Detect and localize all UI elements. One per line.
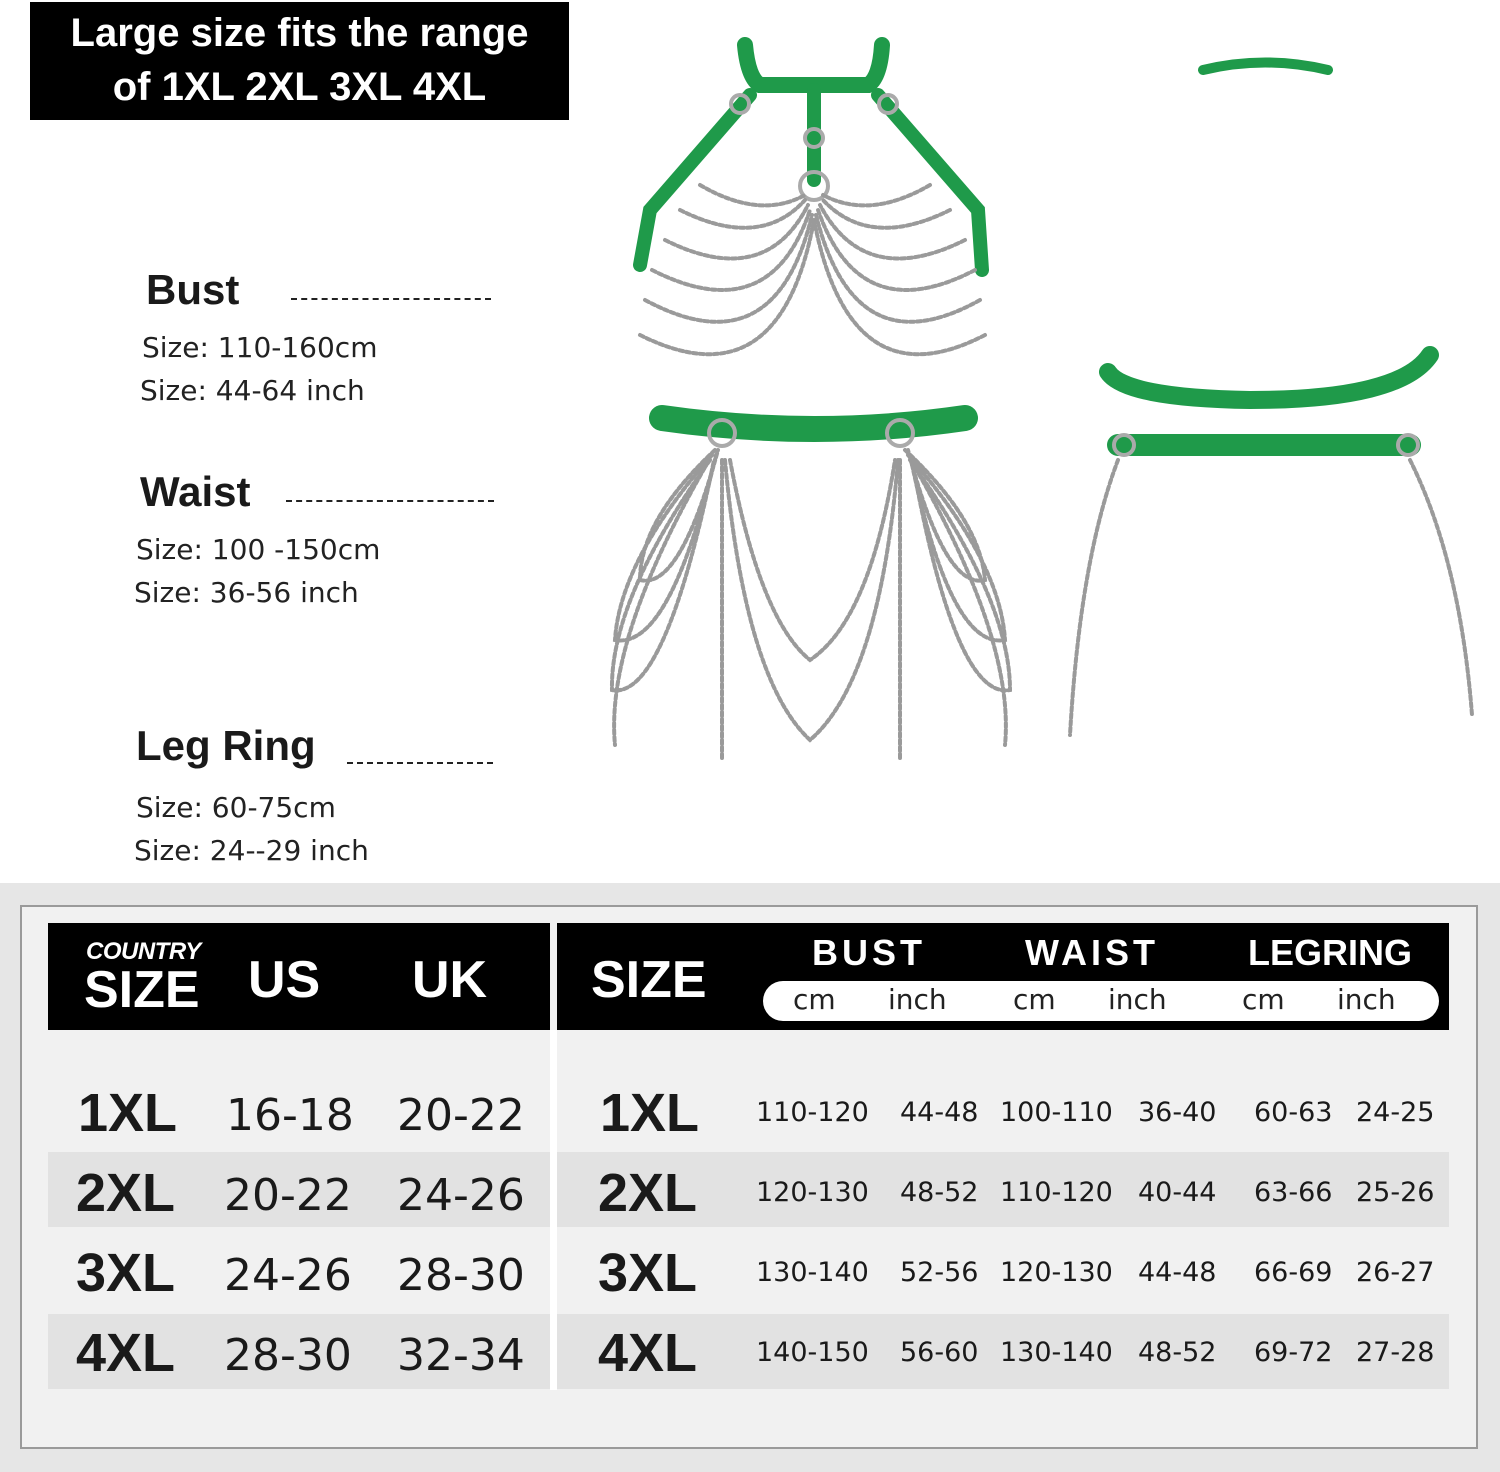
us-header: US <box>248 951 321 1009</box>
size-range-banner <box>30 2 569 120</box>
leg-ring-leader-line <box>347 762 493 764</box>
table-row-leg-cm: 69-72 <box>1254 1337 1333 1368</box>
column-separator <box>550 1030 557 1390</box>
table-row-us: 24-26 <box>224 1250 352 1301</box>
table-row-uk: 24-26 <box>397 1170 525 1221</box>
table-row-size: 4XL <box>76 1323 176 1383</box>
table-row-waist-inch: 40-44 <box>1138 1177 1217 1208</box>
size-header: SIZE <box>591 951 707 1009</box>
waist-leader-line <box>286 500 494 502</box>
bust-chains <box>640 185 985 354</box>
country-size-label: SIZE <box>84 961 200 1019</box>
table-row-leg-inch: 27-28 <box>1356 1337 1435 1368</box>
bust-header: BUST <box>812 932 926 973</box>
table-row-leg-cm: 66-69 <box>1254 1257 1333 1288</box>
table-row-bust-cm: 130-140 <box>756 1257 869 1288</box>
table-row-uk: 32-34 <box>397 1330 525 1381</box>
unit-leg-inch: inch <box>1337 983 1396 1016</box>
table-row-us: 16-18 <box>226 1090 354 1141</box>
table-row-bust-inch: 52-56 <box>900 1257 979 1288</box>
table-row-waist-cm: 110-120 <box>1000 1177 1113 1208</box>
unit-waist-inch: inch <box>1108 983 1167 1016</box>
table-row-waist-inch: 36-40 <box>1138 1097 1217 1128</box>
banner-line-2: of 1XL 2XL 3XL 4XL <box>112 65 487 109</box>
table-row-waist-inch: 44-48 <box>1138 1257 1217 1288</box>
table-row-waist-cm: 120-130 <box>1000 1257 1113 1288</box>
waist-title: Waist <box>140 468 251 515</box>
unit-waist-cm: cm <box>1013 983 1056 1016</box>
table-row-bust-inch: 56-60 <box>900 1337 979 1368</box>
bust-size-cm: Size: 110-160cm <box>142 331 378 364</box>
table-row-size: 2XL <box>76 1163 176 1223</box>
back-band-strap <box>1108 355 1430 400</box>
front-waist-belt <box>662 418 965 429</box>
uk-header: UK <box>412 951 488 1009</box>
table-row-size2: 4XL <box>598 1323 698 1383</box>
waist-size-inch: Size: 36-56 inch <box>134 576 359 609</box>
table-row-bust-inch: 44-48 <box>900 1097 979 1128</box>
table-row-uk: 20-22 <box>397 1090 525 1141</box>
table-row-bust-cm: 140-150 <box>756 1337 869 1368</box>
unit-bust-inch: inch <box>888 983 947 1016</box>
table-row-us: 20-22 <box>224 1170 352 1221</box>
table-row-size: 1XL <box>78 1083 178 1143</box>
table-row-leg-cm: 60-63 <box>1254 1097 1333 1128</box>
leg-ring-size-cm: Size: 60-75cm <box>136 791 336 824</box>
harness-illustration <box>580 30 1500 790</box>
front-left-shoulder-strap <box>640 95 750 265</box>
unit-bust-cm: cm <box>793 983 836 1016</box>
table-row-waist-inch: 48-52 <box>1138 1337 1217 1368</box>
leg-ring-size-inch: Size: 24--29 inch <box>134 834 369 867</box>
table-row-uk: 28-30 <box>397 1250 525 1301</box>
table-row-bust-cm: 120-130 <box>756 1177 869 1208</box>
front-collar-strap <box>745 45 882 85</box>
country-label: COUNTRY <box>86 938 201 965</box>
table-row-waist-cm: 130-140 <box>1000 1337 1113 1368</box>
front-right-shoulder-strap <box>878 95 982 270</box>
table-row-size: 3XL <box>76 1243 176 1303</box>
table-row-leg-cm: 63-66 <box>1254 1177 1333 1208</box>
banner-line-1: Large size fits the range <box>70 11 529 55</box>
table-row-bust-cm: 110-120 <box>756 1097 869 1128</box>
waist-header: WAIST <box>1025 932 1159 973</box>
back-collar-strap <box>1203 63 1328 71</box>
table-row-size2: 1XL <box>600 1083 700 1143</box>
table-row-us: 28-30 <box>224 1330 352 1381</box>
bust-size-inch: Size: 44-64 inch <box>140 374 365 407</box>
table-row-leg-inch: 24-25 <box>1356 1097 1435 1128</box>
table-row-waist-cm: 100-110 <box>1000 1097 1113 1128</box>
leg-ring-title: Leg Ring <box>136 722 316 769</box>
hip-chains <box>612 450 1010 760</box>
table-row-size2: 2XL <box>598 1163 698 1223</box>
table-row-bust-inch: 48-52 <box>900 1177 979 1208</box>
unit-leg-cm: cm <box>1242 983 1285 1016</box>
back-chains <box>1070 460 1472 735</box>
table-row-leg-inch: 25-26 <box>1356 1177 1435 1208</box>
waist-size-cm: Size: 100 -150cm <box>136 533 381 566</box>
table-row-size2: 3XL <box>598 1243 698 1303</box>
table-row-leg-inch: 26-27 <box>1356 1257 1435 1288</box>
bust-leader-line <box>291 298 491 300</box>
bust-title: Bust <box>146 266 240 313</box>
legring-header: LEGRING <box>1248 932 1413 973</box>
